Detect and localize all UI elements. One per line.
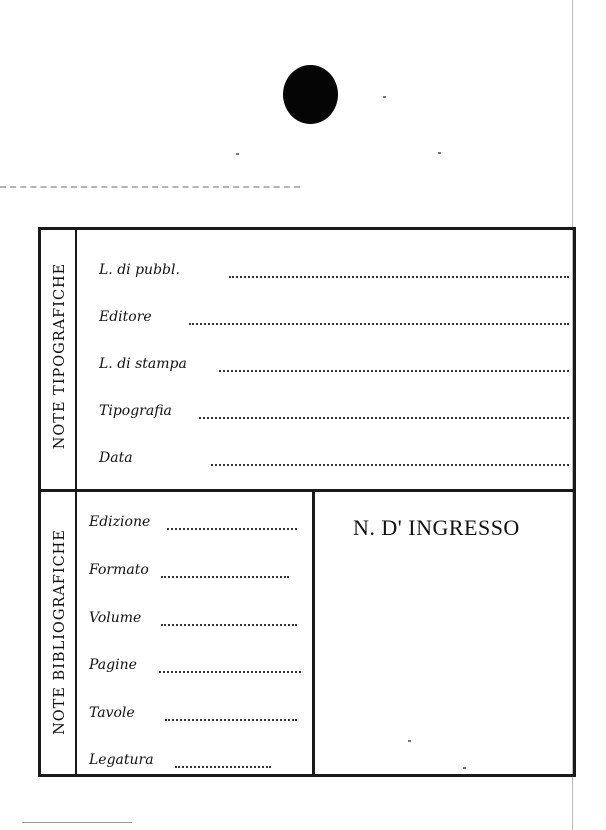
paper-speck — [22, 822, 132, 823]
field-editore: Editore — [99, 309, 152, 325]
fill-line[interactable] — [175, 766, 271, 768]
field-edizione: Edizione — [89, 514, 151, 530]
fill-line[interactable] — [211, 464, 569, 466]
field-luogo-stampa: L. di stampa — [99, 356, 187, 372]
field-legatura: Legatura — [89, 752, 154, 768]
fill-line[interactable] — [219, 370, 569, 372]
fill-line[interactable] — [189, 323, 569, 325]
numero-ingresso-label: N. D' INGRESSO — [353, 515, 520, 540]
paper-speck — [236, 153, 239, 155]
field-data: Data — [99, 450, 133, 466]
heading-divider-bottom — [75, 492, 77, 777]
fill-line[interactable] — [199, 417, 569, 419]
note-tipografiche-heading: NOTE TIPOGRAFICHE — [52, 262, 68, 450]
fill-line[interactable] — [229, 276, 569, 278]
section-divider — [41, 489, 573, 492]
field-volume: Volume — [89, 610, 142, 626]
fill-line[interactable] — [159, 671, 301, 673]
heading-divider-top — [75, 230, 77, 489]
fill-line[interactable] — [167, 528, 297, 530]
punch-hole — [283, 65, 338, 124]
record-form — [38, 227, 576, 777]
fill-line[interactable] — [161, 576, 289, 578]
fill-line[interactable] — [161, 624, 297, 626]
note-bibliografiche-heading: NOTE BIBLIOGRAFICHE — [52, 529, 68, 735]
fill-line[interactable] — [165, 719, 297, 721]
perforation-line — [0, 186, 300, 188]
paper-speck — [408, 740, 411, 742]
field-tipografia: Tipografia — [99, 403, 172, 419]
paper-speck — [463, 767, 466, 769]
field-luogo-pubblicazione: L. di pubbl. — [99, 262, 180, 278]
field-formato: Formato — [89, 562, 149, 578]
paper-speck — [383, 96, 386, 98]
field-tavole: Tavole — [89, 705, 135, 721]
field-pagine: Pagine — [89, 657, 137, 673]
ingresso-divider — [312, 492, 315, 777]
paper-speck — [438, 152, 441, 154]
